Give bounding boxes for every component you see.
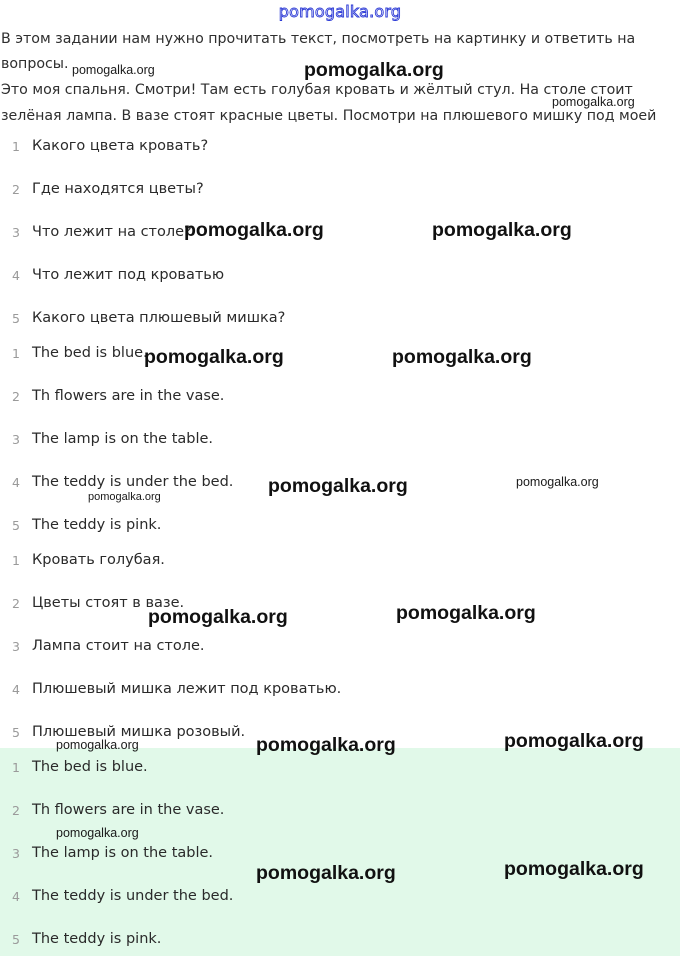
item-text: Что лежит на столе? [32,224,192,240]
item-text: Лампа стоит на столе. [32,638,205,654]
item-text: The teddy is pink. [32,517,162,533]
watermark: pomogalka.org [516,475,599,489]
intro-line: вопросы. [1,56,69,72]
item-text: Th flowers are in the vase. [32,388,225,404]
list-item [0,306,285,330]
intro-line: Это моя спальня. Смотри! Там есть голубая кровать и жёлтый стул. На столе стоит [1,82,633,98]
item-text: Кровать голубая. [32,552,165,568]
item-text: Th flowers are in the vase. [32,802,225,818]
item-number: 4 [12,267,20,283]
list-item [0,798,224,822]
watermark: pomogalka.org [432,219,572,241]
intro-line: В этом задании нам нужно прочитать текст, посмотреть на картинку и ответить на [1,31,636,47]
list-item [0,927,161,951]
watermark: pomogalka.org [504,730,644,752]
list-item [0,548,165,572]
item-text: The bed is blue. [32,345,148,361]
list-item [0,177,204,201]
item-number: 3 [12,224,20,240]
watermark: pomogalka.org [304,59,444,81]
watermark: pomogalka.org [392,346,532,368]
item-text: Какого цвета кровать? [32,138,209,154]
item-number: 2 [12,802,20,818]
item-number: 1 [12,345,20,361]
item-number: 1 [12,759,20,775]
item-text: The teddy is pink. [32,931,162,947]
item-text: Плюшевый мишка лежит под кроватью. [32,681,342,697]
list-item [0,677,341,701]
item-number: 2 [12,388,20,404]
list-item [0,884,233,908]
item-text: The teddy is under the bed. [32,474,234,490]
item-text: The bed is blue. [32,759,148,775]
item-number: 4 [12,888,20,904]
watermark: pomogalka.org [552,95,635,109]
item-text: Где находятся цветы? [32,181,204,197]
watermark: pomogalka.org [144,346,284,368]
item-number: 5 [12,310,20,326]
item-text: The teddy is under the bed. [32,888,234,904]
list-item [0,427,213,451]
list-item [0,755,148,779]
item-number: 3 [12,638,20,654]
watermark: pomogalka.org [148,606,288,628]
list-item [0,220,192,244]
watermark: pomogalka.org [256,862,396,884]
watermark: pomogalka.org [56,826,139,840]
list-item [0,341,148,365]
item-text: The lamp is on the table. [32,845,214,861]
watermark: pomogalka.org [56,738,139,752]
item-number: 2 [12,181,20,197]
watermark: pomogalka.org [396,602,536,624]
item-number: 2 [12,595,20,611]
item-number: 1 [12,552,20,568]
item-number: 4 [12,474,20,490]
item-number: 1 [12,138,20,154]
item-number: 3 [12,431,20,447]
list-item [0,634,205,658]
intro-line: зелёная лампа. В вазе стоят красные цветы. Посмотри на плюшевого мишку под моей [1,108,657,124]
item-number: 5 [12,724,20,740]
item-number: 3 [12,845,20,861]
watermark: pomogalka.org [256,734,396,756]
item-text: The lamp is on the table. [32,431,214,447]
watermark: pomogalka.org [184,219,324,241]
watermark: pomogalka.org [72,63,155,77]
list-item [0,384,224,408]
item-number: 5 [12,517,20,533]
site-watermark-header: pomogalka.org [278,2,402,21]
item-text: Какого цвета плюшевый мишка? [32,310,286,326]
watermark: pomogalka.org [88,491,161,503]
list-item [0,134,208,158]
item-text: Цветы стоят в вазе. [32,595,185,611]
item-text: Плюшевый мишка розовый. [32,724,246,740]
watermark: pomogalka.org [268,475,408,497]
item-text: Что лежит под кроватью [32,267,225,283]
watermark: pomogalka.org [504,858,644,880]
list-item [0,841,213,865]
list-item [0,263,224,287]
item-number: 5 [12,931,20,947]
item-number: 4 [12,681,20,697]
list-item [0,513,161,537]
